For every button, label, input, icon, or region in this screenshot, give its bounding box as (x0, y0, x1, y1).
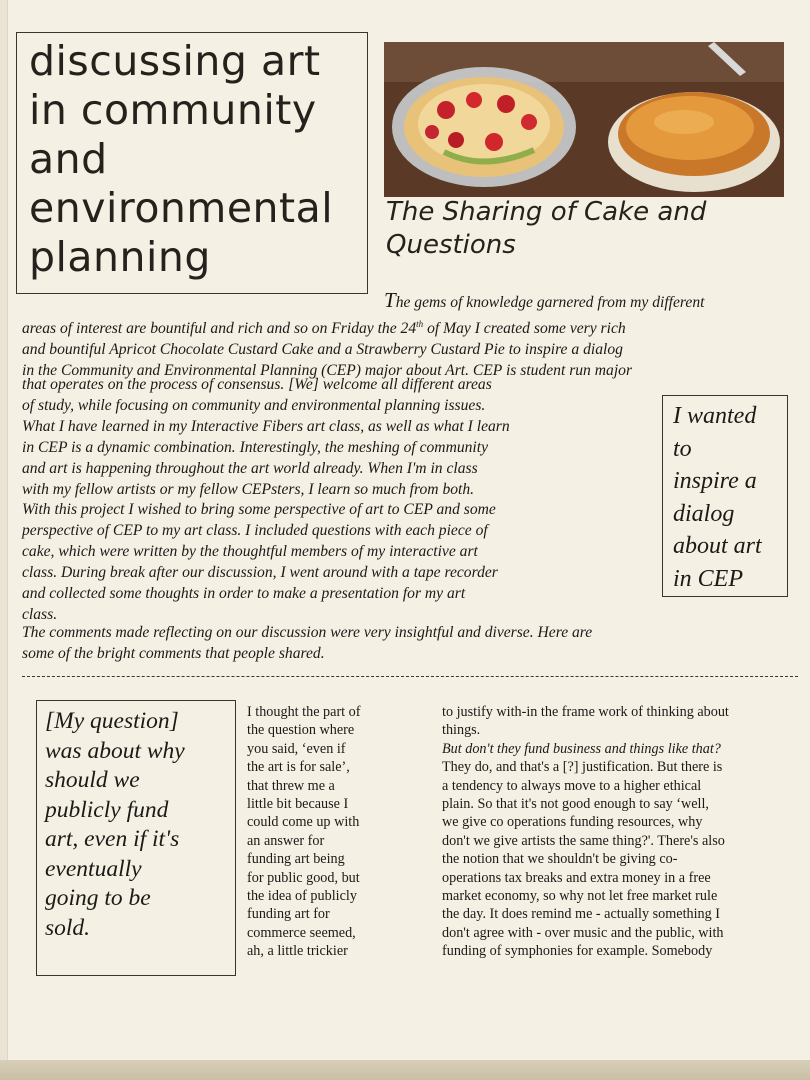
body-line: of study, while focusing on community and environmental planning issues. (22, 396, 486, 414)
question-line: was about why (45, 737, 185, 764)
column-line: funding art for (247, 906, 330, 923)
dashed-divider (22, 676, 798, 677)
pull-quote-line: in CEP (673, 565, 743, 592)
cake-photo (384, 42, 784, 197)
column-line: I thought the part of (247, 704, 361, 720)
comments-line: The comments made reflecting on our discussion were very insightful and diverse. Here are (22, 624, 593, 641)
column-line: the art is for sale’, (247, 759, 350, 776)
column-line: a tendency to always move to a higher ethical (442, 777, 702, 794)
column-line: the idea of publicly (247, 888, 357, 905)
column-line: They do, and that's a [?] justification. But there is (442, 759, 723, 776)
column-line: plain. So that it's not good enough to say ‘well, (442, 796, 709, 813)
column-line: the notion that we shouldn't be giving co- (442, 851, 678, 868)
question-line-italic: But don't they fund business and things like that? (442, 740, 721, 757)
pull-quote-line: to (673, 435, 692, 462)
body-line: with my fellow artists or my fellow CEPsters, I learn so much from both. (22, 480, 475, 498)
pull-quote-line: I wanted (673, 403, 757, 429)
body-paragraph (22, 375, 652, 626)
question-line: art, even if it's (45, 826, 180, 852)
column-line: the question where (247, 722, 355, 739)
intro-line: of May I created some very rich (423, 320, 626, 338)
title-box (16, 32, 368, 294)
question-line: should we (45, 767, 140, 793)
column-line: for public good, but (247, 869, 360, 886)
subtitle-line: Questions (386, 230, 516, 260)
column-line: that threw me a (247, 777, 335, 794)
question-line: sold. (45, 914, 91, 941)
body-line: that operates on the process of consensus. [We] welcome all different areas (22, 376, 492, 393)
column-line: little bit because I (247, 796, 349, 813)
comments-paragraph (22, 623, 802, 665)
title-line: planning (29, 233, 211, 281)
title-line: environmental (29, 184, 334, 232)
column-line: you said, ‘even if (247, 740, 346, 757)
body-line: and collected some thoughts in order to make a presentation for my art (22, 585, 466, 603)
drop-cap: T (384, 288, 396, 312)
intro-line: and bountiful Apricot Chocolate Custard Cake and a Strawberry Custard Pie to inspire a dialog (22, 341, 623, 358)
question-line: publicly fund (45, 796, 169, 823)
column-line: things. (442, 722, 481, 739)
title-line: discussing art (29, 37, 321, 85)
subtitle-line: The Sharing of Cake and (386, 197, 707, 227)
body-line: cake, which were written by the thoughtful members of my interactive art (22, 543, 478, 561)
ordinal-suffix: th (416, 318, 424, 329)
intro-line: areas of interest are bountiful and rich and so on Friday the 24 (22, 320, 417, 338)
column-line: to justify with-in the frame work of thinking about (442, 704, 729, 720)
column-line: we give co operations funding resources, why (442, 814, 703, 831)
title-line: in community (29, 86, 317, 134)
column-line: don't we give artists the same thing?'. There's also (442, 832, 725, 849)
column-line: an answer for (247, 832, 325, 849)
intro-line: he gems of knowledge garnered from my different (395, 294, 705, 311)
column-line: commerce seemed, (247, 924, 356, 941)
question-box (36, 700, 236, 976)
question-line: [My question] (45, 708, 179, 734)
body-line: With this project I wished to bring some perspective of art to CEP and some (22, 501, 496, 519)
comment-column-3 (442, 703, 808, 961)
intro-paragraph (22, 290, 808, 382)
intro-line: in the Community and Environmental Planning (CEP) major about Art. CEP is student run major (22, 361, 633, 379)
body-line: in CEP is a dynamic combination. Interestingly, the meshing of community (22, 438, 489, 456)
body-line: perspective of CEP to my art class. I included questions with each piece of (22, 522, 488, 540)
question-line: going to be (45, 885, 151, 911)
column-line: funding of symphonies for example. Somebody (442, 943, 713, 960)
pull-quote-line: about art (673, 533, 762, 559)
pull-quote-line: inspire a (673, 468, 757, 494)
column-line: could come up with (247, 814, 360, 831)
column-line: don't agree with - over music and the public, with (442, 924, 724, 941)
column-line: funding art being (247, 851, 345, 868)
column-line: ah, a little trickier (247, 943, 348, 960)
comment-column-2 (247, 703, 409, 961)
question-line: eventually (45, 855, 142, 882)
pull-quote-line: dialog (673, 500, 735, 527)
body-line: class. During break after our discussion, I went around with a tape recorder (22, 564, 498, 582)
column-line: operations tax breaks and extra money in a free (442, 869, 711, 886)
body-line: and art is happening throughout the art world already. When I'm in class (22, 459, 478, 477)
comments-line: some of the bright comments that people shared. (22, 644, 325, 662)
body-line: class. (22, 605, 58, 623)
column-line: market economy, so why not let free market rule (442, 888, 718, 905)
pull-quote-box (662, 395, 788, 597)
body-line: What I have learned in my Interactive Fibers art class, as well as what I learn (22, 417, 510, 435)
column-line: the day. It does remind me - actually something I (442, 906, 721, 923)
article-subtitle (386, 196, 796, 262)
title-line: and (29, 135, 108, 183)
page-bottom-edge (0, 1060, 810, 1080)
